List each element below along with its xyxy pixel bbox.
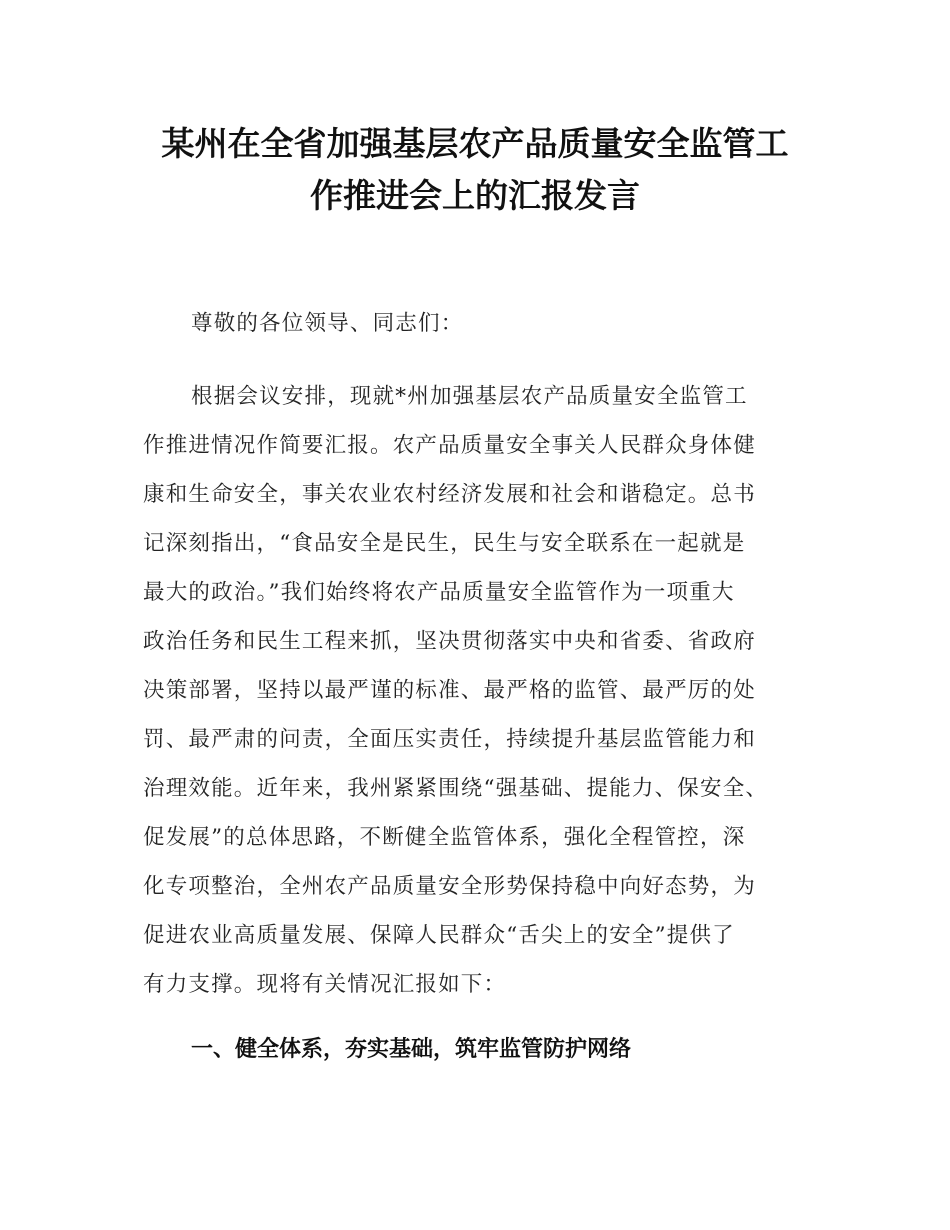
paragraph-line: 作推进情况作简要汇报。农产品质量安全事关人民群众身体健 — [143, 433, 756, 458]
section-heading: 一、健全体系，夯实基础，筑牢监管防护网络 — [191, 1037, 632, 1062]
title-line-1: 某州在全省加强基层农产品质量安全监管工 — [161, 124, 789, 163]
salutation: 尊敬的各位领导、同志们： — [191, 311, 464, 336]
document-title — [0, 118, 950, 222]
paragraph-line: 促发展”的总体思路，不断健全监管体系，强化全程管控，深 — [143, 825, 746, 850]
paragraph-line: 最大的政治。”我们始终将农产品质量安全监管作为一项重大 — [143, 580, 735, 605]
paragraph-line: 政治任务和民生工程来抓，坚决贯彻落实中央和省委、省政府 — [143, 629, 756, 654]
paragraph-line: 治理效能。近年来，我州紧紧围绕“强基础、提能力、保安全、 — [143, 776, 769, 801]
paragraph-line: 根据会议安排，现就*州加强基层农产品质量安全监管工 — [191, 384, 748, 409]
paragraph-line: 罚、最严肃的问责，全面压实责任，持续提升基层监管能力和 — [143, 727, 756, 752]
body-paragraph — [143, 372, 823, 1009]
paragraph-line: 有力支撑。现将有关情况汇报如下： — [143, 972, 507, 997]
paragraph-line: 促进农业高质量发展、保障人民群众“舌尖上的安全”提供了 — [143, 923, 735, 948]
paragraph-line: 康和生命安全，事关农业农村经济发展和社会和谐稳定。总书 — [143, 482, 756, 507]
paragraph-line: 记深刻指出，“食品安全是民生，民生与安全联系在一起就是 — [143, 531, 746, 556]
title-line-2: 作推进会上的汇报发言 — [310, 176, 640, 215]
paragraph-line: 决策部署，坚持以最严谨的标准、最严格的监管、最严厉的处 — [143, 678, 756, 703]
paragraph-line: 化专项整治，全州农产品质量安全形势保持稳中向好态势，为 — [143, 874, 756, 899]
